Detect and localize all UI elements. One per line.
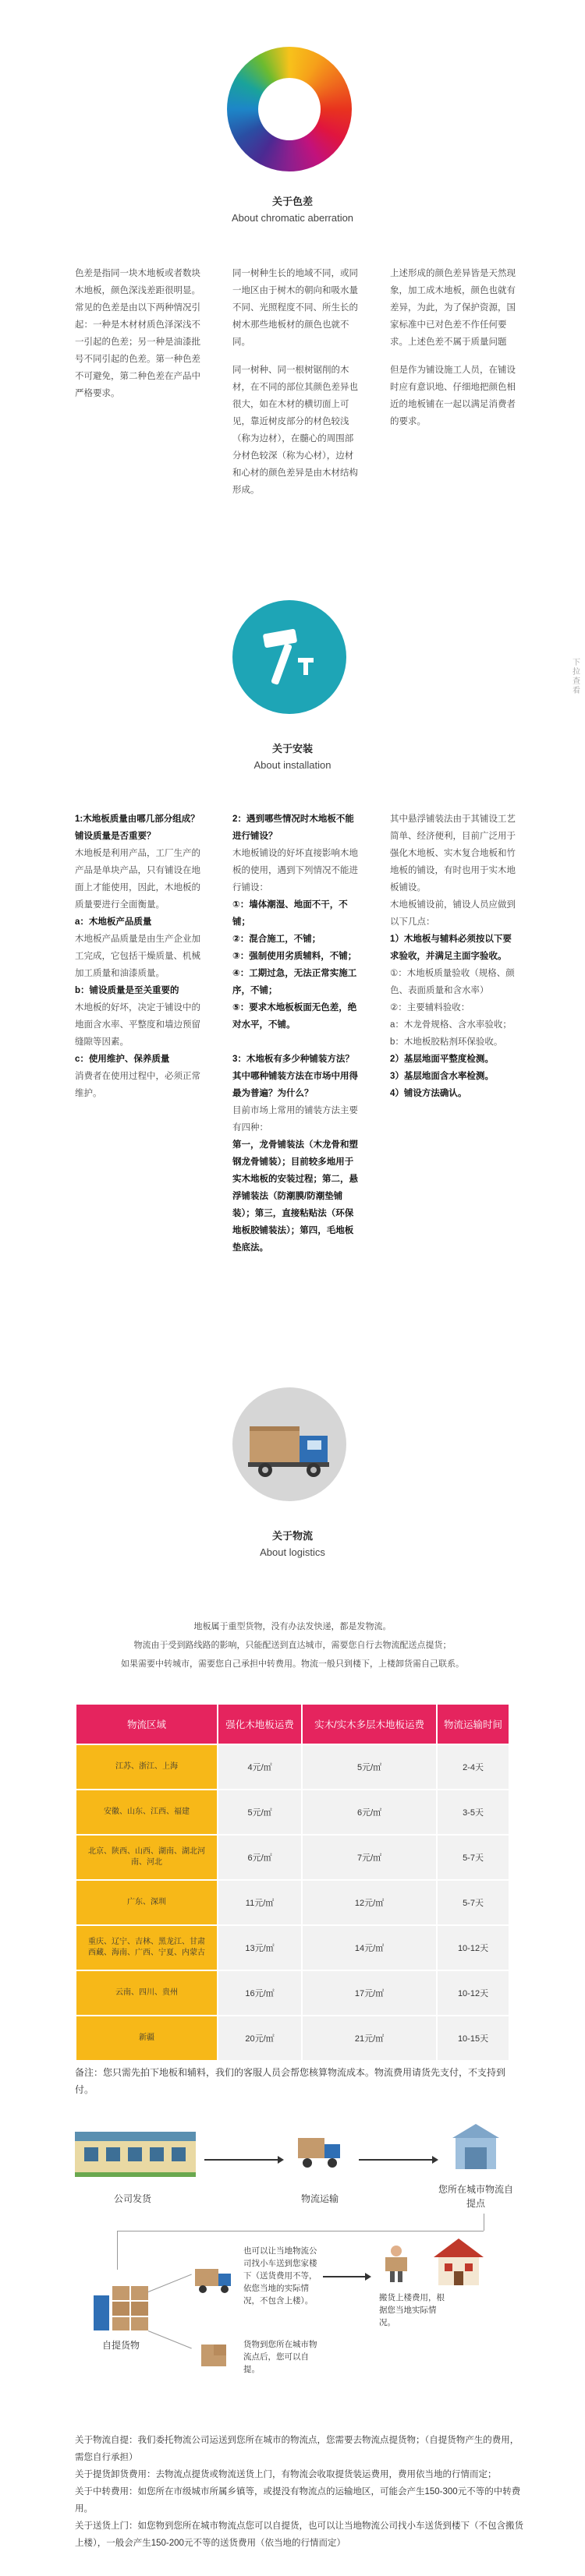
section-subtitle: About chromatic aberration — [231, 212, 354, 224]
arrow-right-icon — [323, 2276, 370, 2277]
column-header: 实木/实木多层木地板运费 — [303, 1705, 436, 1744]
table-cell: 5元/㎡ — [303, 1745, 436, 1789]
installation-item: ①：木地板质量验收（规格、颜色、表面质量和含水率） — [390, 969, 515, 995]
table-cell: 7元/㎡ — [303, 1836, 436, 1879]
receive-desc: 搬货上楼费用，根据您当地实际情况。 — [379, 2293, 445, 2327]
chromatic-col-1 — [75, 265, 204, 413]
table-cell: 2-4天 — [438, 1745, 509, 1789]
paragraph: 同一树种、同一根树锯削的木材，在不同的部位其颜色差异也很大，如在木材的横切面上可见，靠近树皮部分的材色较浅（称为边材），在髓心的周围部分材色较深（称为心材），边材和心材的颜色差异是由木材结构形成。 — [232, 366, 358, 495]
column-header: 物流运输时间 — [438, 1705, 509, 1744]
installation-item — [232, 965, 361, 999]
section-chromatic-head — [0, 193, 585, 224]
table-cell: 11元/㎡ — [218, 1881, 301, 1924]
region-cell: 广东、深圳 — [76, 1881, 217, 1924]
payment-note: 备注：您只需先拍下地板和辅料，我们的客服人员会帮您核算物流成本。物流费用请货先支付，不支持到付。 — [75, 2067, 506, 2095]
house-icon — [434, 2237, 484, 2287]
pickup-desc: 货物到您所在城市物流点后，您可以自提。 — [243, 2340, 317, 2374]
installation-item — [75, 811, 204, 845]
logistics-notes — [75, 2432, 527, 2552]
installation-item — [232, 1136, 361, 1256]
installation-item: 木地板产品质量是由生产企业加工完成，它包括干燥质量、机械加工质量和油漆质量。 — [75, 935, 200, 978]
note-line: 关于送货上门：如您物到您所在城市物流点您可以自提货，也可以让当地物流公司找小车送货到楼下（不包含搬货上楼），一般会产生150-200元不等的送货费用（依当地的行情而定） — [75, 2521, 523, 2548]
chromatic-col-3 — [390, 265, 519, 441]
section-subtitle: About logistics — [260, 1546, 325, 1558]
table-row — [76, 1881, 509, 1924]
table-cell: 4元/㎡ — [218, 1745, 301, 1789]
delivery-truck-icon — [296, 2132, 343, 2171]
table-cell: 16元/㎡ — [218, 1971, 301, 2015]
warehouse-icon — [75, 2124, 196, 2182]
installation-item — [232, 999, 361, 1034]
installation-item — [75, 913, 204, 931]
installation-item: 木地板铺设的好坏直接影响木地板的使用，遇到下列情况不能进行铺设： — [232, 849, 358, 892]
bold-text: 4）铺设方法确认。 — [390, 1089, 467, 1098]
scroll-down-hint[interactable]: 下拉查看 — [573, 659, 580, 695]
table-row — [76, 1745, 509, 1789]
table-row — [76, 1790, 509, 1834]
section-installation-head — [0, 740, 585, 771]
table-body — [76, 1745, 509, 2060]
note-line: 关于提货卸货费用：去物流点提货或物流送货上门，有物流会收取提货装运费用，费用依当地的行情而定； — [75, 2470, 497, 2479]
bold-text: 3：木地板有多少种铺装方法？其中哪种铺装方法在市场中用得最为普遍？为什么？ — [232, 1055, 358, 1098]
column-header: 物流区域 — [76, 1705, 217, 1744]
installation-item: 其中悬浮铺装法由于其铺设工艺简单、经济便利，目前广泛用于强化木地板、实木复合地板和竹地板的铺设，有时也用于实木地板铺设。 — [390, 814, 516, 892]
table-row — [76, 1971, 509, 2015]
table-cell: 12元/㎡ — [303, 1881, 436, 1924]
flow-self-pickup-label: 自提货物 — [101, 2340, 140, 2351]
installation-item: 木地板是利用产品，工厂生产的产品是单块产品，只有铺设在地面上才能使用，因此，木地板的质量要进行全面衡量。 — [75, 849, 200, 910]
bold-text: a：木地板产品质量 — [75, 917, 152, 927]
table-cell: 5-7天 — [438, 1836, 509, 1879]
intro-line: 地板属于重型货物，没有办法发快递，都是发物流。 — [193, 1622, 392, 1631]
installation-item — [232, 896, 361, 931]
installation-item — [232, 1051, 361, 1102]
bold-text: 3）基层地面含水率检测。 — [390, 1072, 494, 1081]
table-header-row — [76, 1705, 509, 1744]
table-cell: 6元/㎡ — [303, 1790, 436, 1834]
table-cell: 5元/㎡ — [218, 1790, 301, 1834]
table-cell: 10-12天 — [438, 1971, 509, 2015]
region-cell: 江苏、浙江、上海 — [76, 1745, 217, 1789]
home-delivery-desc: 也可以让当地物流公司找小车送到您家楼下（送货费用不等，依您当地的实际情况，不包含上楼）。 — [243, 2246, 317, 2306]
delivery-person-icon — [381, 2245, 412, 2284]
flow-transport-label: 物流运输 — [300, 2193, 339, 2204]
installation-item — [232, 811, 361, 845]
arrow-right-icon — [359, 2159, 437, 2161]
table-row — [76, 2016, 509, 2060]
paragraph: 同一树种生长的地域不同，或同一地区由于树木的朝向和吸水量不同、光照程度不同、所生长的树木那些地板材的颜色也就不同。 — [232, 269, 358, 347]
cart-boxes-icon — [198, 2340, 229, 2371]
small-truck-icon — [193, 2264, 234, 2295]
tools-icon — [232, 600, 346, 714]
truck-icon — [232, 1387, 346, 1501]
table-cell: 21元/㎡ — [303, 2016, 436, 2060]
color-wheel-icon — [227, 47, 352, 171]
bold-text: 2：遇到哪些情况时木地板不能进行铺设？ — [232, 814, 354, 841]
intro-line: 物流由于受到路线路的影响，只能配送到直达城市，需要您自行去物流配送点提货； — [133, 1641, 452, 1650]
paragraph: 色差是指同一块木地板或者数块木地板，颜色深浅差距很明显。常见的色差是由以下两种情况引起：一种是木材材质色泽深浅不一引起的色差；另一种是油漆批号不同引起的色差。第一种色差不可避免，第二种色差在产品中严格要求。 — [75, 269, 200, 398]
bold-text: 第一，龙骨铺装法（木龙骨和塑钢龙骨铺装）；目前较多地用于实木地板的安装过程；第二，悬浮铺装法（防潮膜/防潮垫铺装）；第三，直接粘贴法（环保地板胶铺装法）；第四，毛地板垫底法。 — [232, 1140, 358, 1253]
installation-col-1 — [75, 811, 204, 1102]
flow-connector — [148, 2274, 192, 2292]
installation-item: 目前市场上常用的铺装方法主要有四种： — [232, 1106, 358, 1133]
bold-text: c：使用维护、保养质量 — [75, 1055, 170, 1064]
note-line: 关于物流自提：我们委托物流公司运送到您所在城市的物流点，您需要去物流点提货物；（自提货物产生的费用，需您自行承担） — [75, 2436, 519, 2462]
table-cell: 5-7天 — [438, 1881, 509, 1924]
table-cell: 10-12天 — [438, 1926, 509, 1970]
installation-item — [390, 931, 519, 965]
installation-item — [232, 948, 361, 965]
bold-text: ③：强制使用劣质辅料，不铺； — [232, 952, 357, 961]
installation-col-3 — [390, 811, 519, 1102]
installation-item: 消费者在使用过程中，必须正常维护。 — [75, 1072, 200, 1098]
arrow-right-icon — [204, 2159, 282, 2161]
table-cell: 20元/㎡ — [218, 2016, 301, 2060]
bold-text: 1）木地板与辅料必须按以下要求验收，并满足主面字验收。 — [390, 935, 512, 961]
table-cell: 3-5天 — [438, 1790, 509, 1834]
table-row — [76, 1926, 509, 1970]
installation-item: a：木龙骨规格、含水率验收； — [390, 1020, 512, 1030]
bold-text: ⑤：要求木地板板面无色差，绝对水平，不铺。 — [232, 1003, 357, 1030]
table-cell: 14元/㎡ — [303, 1926, 436, 1970]
installation-item — [390, 1051, 519, 1068]
paragraph: 上述形成的颜色差异皆是天然现象，加工成木地板，颜色也就有差异，为此，为了保护资源，国家标准中已对色差不作任何要求。上述色差不属于质量问题 — [390, 269, 516, 347]
section-title: 关于色差 — [271, 196, 313, 207]
bold-text: ①：墙体潮湿、地面不干，不铺； — [232, 900, 348, 927]
spacer — [232, 1034, 361, 1051]
table-row — [76, 1836, 509, 1879]
bold-text: 1:木地板质量由哪几部分组成？铺设质量是否重要？ — [75, 814, 200, 841]
chromatic-col-2 — [232, 265, 361, 510]
region-cell: 安徽、山东、江西、福建 — [76, 1790, 217, 1834]
shipping-table — [75, 1703, 510, 2062]
bold-text: b：铺设质量是至关重要的 — [75, 986, 179, 995]
region-cell: 北京、陕西、山西、湖南、湖北河南、河北 — [76, 1836, 217, 1879]
installation-item: 木地板铺设前，铺设人员应做到以下几点： — [390, 900, 516, 927]
installation-item — [390, 1068, 519, 1085]
installation-item — [390, 1085, 519, 1102]
note-line: 关于中转费用：如您所在市级城市所属乡镇等，或提没有物流点的运输地区，可能会产生150-300元不等的中转费用。 — [75, 2487, 521, 2514]
intro-line: 如果需要中转城市，需要您自己承担中转费用。物流一般只到楼下，上楼卸货需自己联系。 — [121, 1659, 464, 1669]
logistics-intro — [0, 1617, 585, 1673]
column-header: 强化木地板运费 — [218, 1705, 301, 1744]
bold-text: ②：混合施工，不铺； — [232, 935, 321, 944]
installation-item: b：木地板胶粘剂环保验收。 — [390, 1037, 503, 1047]
installation-item — [75, 982, 204, 999]
section-title: 关于物流 — [271, 1530, 313, 1542]
flow-company-label: 公司发货 — [113, 2193, 151, 2204]
section-logistics-head — [0, 1528, 585, 1558]
region-cell: 云南、四川、贵州 — [76, 1971, 217, 2015]
region-cell: 新疆 — [76, 2016, 217, 2060]
paragraph: 但是作为铺设施工人员，在铺设时应有意识地、仔细地把颜色相近的地板铺在一起以满足消费者的要求。 — [390, 366, 516, 426]
section-subtitle: About installation — [254, 759, 332, 771]
flow-city-point-label: 您所在城市物流自提点 — [438, 2184, 513, 2209]
stacked-boxes-icon — [94, 2280, 148, 2330]
installation-item — [75, 1051, 204, 1068]
installation-item — [232, 931, 361, 948]
region-cell: 重庆、辽宁、吉林、黑龙江、甘肃西藏、海南、广西、宁夏、内蒙古 — [76, 1926, 217, 1970]
installation-col-2 — [232, 811, 361, 1256]
installation-item: ②：主要辅料验收： — [390, 1003, 470, 1012]
section-title: 关于安装 — [271, 743, 313, 754]
warehouse-building-icon — [452, 2124, 499, 2171]
table-cell: 17元/㎡ — [303, 1971, 436, 2015]
table-cell: 6元/㎡ — [218, 1836, 301, 1879]
bold-text: 2）基层地面平整度检测。 — [390, 1055, 494, 1064]
installation-item: 木地板的好坏，决定于铺设中的地面含水率、平整度和墙边预留缝隙等因素。 — [75, 1003, 200, 1047]
table-cell: 13元/㎡ — [218, 1926, 301, 1970]
table-cell: 10-15天 — [438, 2016, 509, 2060]
flow-connector — [117, 2231, 118, 2270]
bold-text: ④：工期过急，无法正常实施工序，不铺； — [232, 969, 357, 995]
